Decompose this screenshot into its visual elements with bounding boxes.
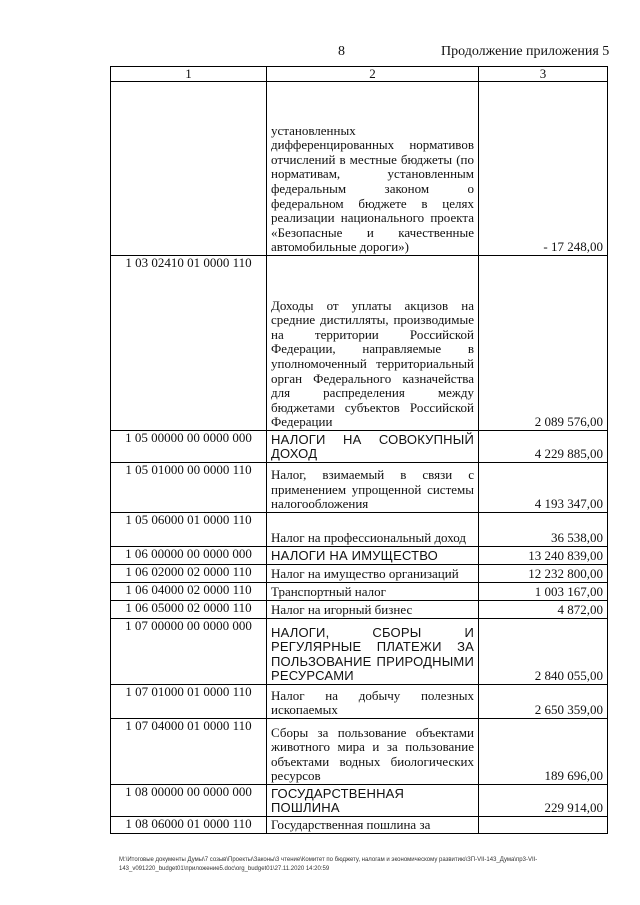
table-row	[111, 601, 608, 619]
amount-cell: 12 232 800,00	[479, 565, 608, 583]
income-name-cell: ГОСУДАРСТВЕННАЯ ПОШЛИНА	[267, 785, 479, 817]
income-name-cell: НАЛОГИ, СБОРЫ И РЕГУЛЯРНЫЕ ПЛАТЕЖИ ЗА ПОЛЬЗОВАНИЕ ПРИРОДНЫМИ РЕСУРСАМИ	[267, 619, 479, 685]
income-name-cell: Государственная пошлина за	[267, 817, 479, 834]
amount-cell: 13 240 839,00	[479, 547, 608, 565]
budget-table	[110, 66, 608, 834]
budget-code-cell: 1 06 02000 02 0000 110	[111, 565, 267, 583]
income-name-cell: Транспортный налог	[267, 583, 479, 601]
income-name-cell: Сборы за пользование объектами животного мира и за пользование объектами водных биологических ресурсов	[267, 719, 479, 785]
amount-cell: 4 193 347,00	[479, 463, 608, 513]
budget-code-cell: 1 08 00000 00 0000 000	[111, 785, 267, 817]
income-name-cell: Налог на профессиональный доход	[267, 513, 479, 547]
table-row	[111, 431, 608, 463]
budget-code-cell: 1 05 01000 00 0000 110	[111, 463, 267, 513]
table-row	[111, 785, 608, 817]
budget-code-cell: 1 07 00000 00 0000 000	[111, 619, 267, 685]
budget-code-cell: 1 06 00000 00 0000 000	[111, 547, 267, 565]
amount-cell: 2 089 576,00	[479, 256, 608, 431]
amount-cell: 2 650 359,00	[479, 685, 608, 719]
budget-code-cell	[111, 82, 267, 256]
amount-cell: 189 696,00	[479, 719, 608, 785]
budget-code-cell: 1 07 01000 01 0000 110	[111, 685, 267, 719]
amount-cell: 2 840 055,00	[479, 619, 608, 685]
amount-cell: 4 229 885,00	[479, 431, 608, 463]
amount-cell: 1 003 167,00	[479, 583, 608, 601]
table-row	[111, 513, 608, 547]
table-row	[111, 463, 608, 513]
amount-cell: 36 538,00	[479, 513, 608, 547]
budget-code-cell: 1 03 02410 01 0000 110	[111, 256, 267, 431]
continuation-title: Продолжение приложения 5	[441, 44, 610, 59]
column-header-1: 1	[111, 67, 267, 82]
amount-cell: 4 872,00	[479, 601, 608, 619]
budget-code-cell: 1 07 04000 01 0000 110	[111, 719, 267, 785]
income-name-cell: НАЛОГИ НА СОВОКУПНЫЙ ДОХОД	[267, 431, 479, 463]
income-name-cell: установленных дифференцированных нормативов отчислений в местные бюджеты (по нормативам, установленным федеральным законом о федеральном бюджете в целях реализации национального проекта «Безопасные и качественные автомобильные дороги»)	[267, 82, 479, 256]
table-row	[111, 256, 608, 431]
table-row	[111, 619, 608, 685]
table-row	[111, 583, 608, 601]
amount-cell	[479, 817, 608, 834]
page-number: 8	[338, 44, 345, 59]
table-row	[111, 685, 608, 719]
income-name-cell: НАЛОГИ НА ИМУЩЕСТВО	[267, 547, 479, 565]
column-header-2: 2	[267, 67, 479, 82]
income-name-cell: Налог, взимаемый в связи с применением упрощенной системы налогообложения	[267, 463, 479, 513]
budget-code-cell: 1 05 06000 01 0000 110	[111, 513, 267, 547]
budget-code-cell: 1 08 06000 01 0000 110	[111, 817, 267, 834]
table-row	[111, 719, 608, 785]
column-header-3: 3	[479, 67, 608, 82]
table-row	[111, 817, 608, 834]
budget-code-cell: 1 06 04000 02 0000 110	[111, 583, 267, 601]
table-row	[111, 82, 608, 256]
table-header-row	[111, 67, 608, 82]
budget-code-cell: 1 05 00000 00 0000 000	[111, 431, 267, 463]
table-row	[111, 565, 608, 583]
table-row	[111, 547, 608, 565]
amount-cell: 229 914,00	[479, 785, 608, 817]
income-name-cell: Доходы от уплаты акцизов на средние дистилляты, производимые на территории Российской Федерации, направляемые в уполномоченный территориальный орган Федерального казначейства для распределения между бюджетами субъектов Российской Федерации	[267, 256, 479, 431]
amount-cell: - 17 248,00	[479, 82, 608, 256]
file-path-footer: M:\Итоговые документы Думы\7 созыв\Проекты\Законы\3 чтение\Комитет по бюджету, налогам и экономическому развитию\ЗП-VII-143_Дума\пр3-VII-143_v091220_budget01\приложение5.doc\org_budget01\27.11.2020 14:20:59	[119, 857, 538, 872]
income-name-cell: Налог на добычу полезных ископаемых	[267, 685, 479, 719]
budget-code-cell: 1 06 05000 02 0000 110	[111, 601, 267, 619]
income-name-cell: Налог на игорный бизнес	[267, 601, 479, 619]
income-name-cell: Налог на имущество организаций	[267, 565, 479, 583]
